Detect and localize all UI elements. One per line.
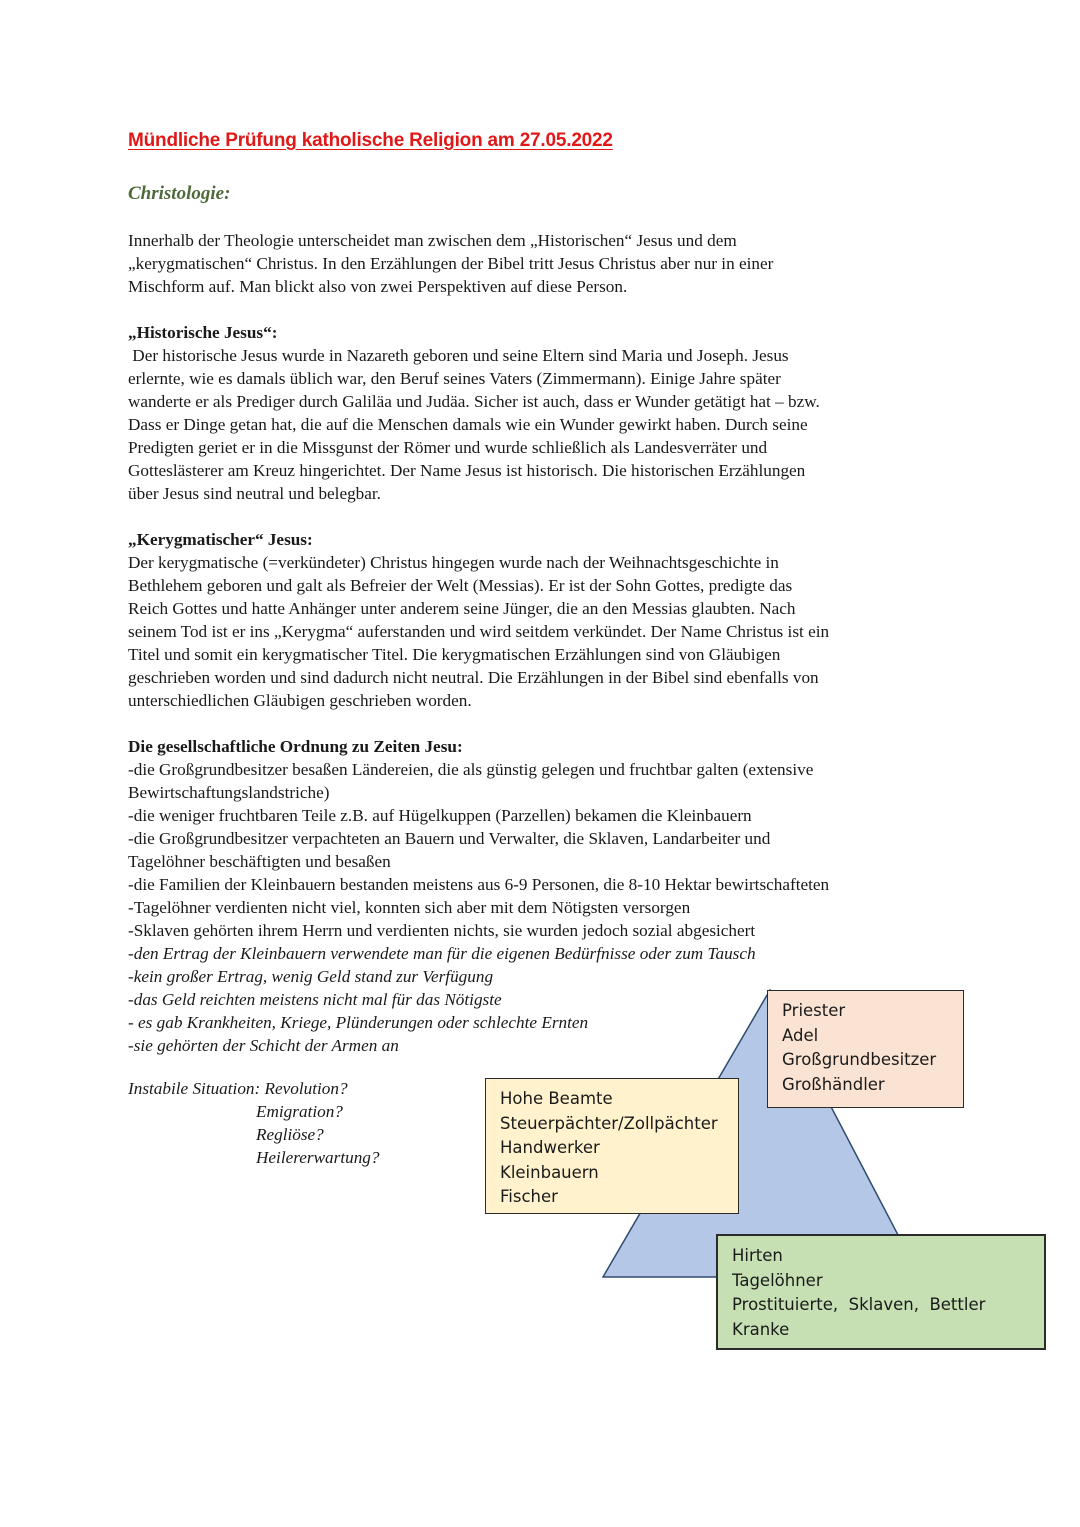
social-order-italic-line: -den Ertrag der Kleinbauern verwendete man für die eigenen Bedürfnisse oder zum Tausch bbox=[128, 944, 756, 963]
social-order-line: -die Familien der Kleinbauern bestanden meistens aus 6-9 Personen, die 8-10 Hektar bewirtschafteten bbox=[128, 875, 830, 894]
pyramid-box-middle-class bbox=[485, 1078, 739, 1214]
pyramid-label: Großgrundbesitzer bbox=[782, 1050, 937, 1069]
kerygmatic-jesus-heading: „Kerygmatischer“ Jesus: bbox=[128, 530, 313, 549]
historical-line: wanderte er als Prediger durch Galiläa und Judäa. Sicher ist auch, dass er Wunder getätigt hat – bzw. bbox=[128, 392, 820, 411]
kerygmatic-line: seinem Tod ist er ins „Kerygma“ auferstanden und wird seitdem verkündet. Der Name Christus ist ein bbox=[128, 622, 830, 641]
intro-line: Mischform auf. Man blickt also von zwei Perspektiven auf diese Person. bbox=[128, 277, 628, 296]
instability-line: Heilererwartung? bbox=[256, 1148, 380, 1167]
kerygmatic-line: Titel und somit ein kerygmatischer Titel. Die kerygmatischen Erzählungen sind von Gläubigen bbox=[128, 645, 781, 664]
social-order-italic-line: -sie gehörten der Schicht der Armen an bbox=[128, 1036, 399, 1055]
social-order-line: -die Großgrundbesitzer besaßen Ländereien, die als günstig gelegen und fruchtbar galten (extensive bbox=[128, 760, 814, 779]
social-order-line: Bewirtschaftungslandstriche) bbox=[128, 783, 330, 802]
pyramid-label: Priester bbox=[782, 1001, 846, 1020]
social-order-line: -Sklaven gehörten ihrem Herrn und verdienten nichts, sie wurden jedoch sozial abgesichert bbox=[128, 921, 756, 940]
section-heading-christologie: Christologie: bbox=[128, 183, 231, 204]
instability-line: Emigration? bbox=[256, 1102, 343, 1121]
historical-line: Predigten geriet er in die Missgunst der Römer und wurde schließlich als Landesverräter und bbox=[128, 438, 768, 457]
historical-line: Gotteslästerer am Kreuz hingerichtet. Der Name Jesus ist historisch. Die historischen Erzählungen bbox=[128, 461, 806, 480]
pyramid-label: Steuerpächter/Zollpächter bbox=[500, 1113, 718, 1133]
social-order-line: Tagelöhner beschäftigten und besaßen bbox=[128, 852, 391, 871]
pyramid-label: Kranke bbox=[732, 1319, 790, 1339]
pyramid-label: Adel bbox=[782, 1025, 819, 1045]
historical-line: über Jesus sind neutral und belegbar. bbox=[128, 484, 381, 503]
pyramid-label: Hohe Beamte bbox=[500, 1089, 613, 1108]
social-order-italic-line: - es gab Krankheiten, Kriege, Plünderungen oder schlechte Ernten bbox=[128, 1013, 589, 1032]
historical-line: Der historische Jesus wurde in Nazareth geboren und seine Eltern sind Maria und Joseph. Jesus bbox=[128, 346, 789, 365]
pyramid-box-upper-class bbox=[767, 990, 964, 1108]
pyramid-label: Prostituierte, Sklaven, Bettler bbox=[732, 1295, 986, 1314]
kerygmatic-line: Reich Gottes und hatte Anhänger unter anderem seine Jünger, die an den Messias glaubten. Nach bbox=[128, 599, 796, 618]
pyramid-label: Tagelöhner bbox=[732, 1270, 823, 1290]
instability-line: Instabile Situation: Revolution? bbox=[128, 1079, 348, 1098]
social-order-line: -die weniger fruchtbaren Teile z.B. auf Hügelkuppen (Parzellen) bekamen die Kleinbauern bbox=[128, 806, 752, 825]
historical-line: Dass er Dinge getan hat, die auf die Menschen damals wie ein Wunder gewirkt haben. Durch seine bbox=[128, 415, 808, 434]
pyramid-box-lower-class bbox=[716, 1234, 1046, 1350]
kerygmatic-line: geschrieben worden und sind dadurch nicht neutral. Die Erzählungen in der Bibel sind ebenfalls von bbox=[128, 668, 819, 687]
historical-line: erlernte, wie es damals üblich war, den Beruf seines Vaters (Zimmermann). Einige Jahre später bbox=[128, 369, 781, 388]
kerygmatic-line: Bethlehem geboren und galt als Befreier der Welt (Messias). Er ist der Sohn Gottes, predigte das bbox=[128, 576, 793, 595]
social-order-italic-line: -kein großer Ertrag, wenig Geld stand zur Verfügung bbox=[128, 967, 494, 986]
intro-line: Innerhalb der Theologie unterscheidet man zwischen dem „Historischen“ Jesus und dem bbox=[128, 231, 737, 250]
kerygmatic-line: unterschiedlichen Gläubigen geschrieben worden. bbox=[128, 691, 472, 710]
social-order-line: -Tagelöhner verdienten nicht viel, konnten sich aber mit dem Nötigsten versorgen bbox=[128, 898, 691, 917]
pyramid-label: Handwerker bbox=[500, 1138, 600, 1157]
social-order-italic-line: -das Geld reichten meistens nicht mal für das Nötigste bbox=[128, 990, 502, 1009]
pyramid-label: Fischer bbox=[500, 1187, 558, 1206]
pyramid-label: Kleinbauern bbox=[500, 1162, 599, 1182]
pyramid-label: Großhändler bbox=[782, 1074, 885, 1094]
historical-jesus-heading: „Historische Jesus“: bbox=[128, 323, 278, 342]
instability-line: Regliöse? bbox=[256, 1125, 324, 1144]
kerygmatic-line: Der kerygmatische (=verkündeter) Christus hingegen wurde nach der Weihnachtsgeschichte in bbox=[128, 553, 779, 572]
page-title: Mündliche Prüfung katholische Religion am 27.05.2022 bbox=[128, 130, 613, 151]
intro-line: „kerygmatischen“ Christus. In den Erzählungen der Bibel tritt Jesus Christus aber nur in einer bbox=[128, 254, 774, 273]
pyramid-label: Hirten bbox=[732, 1246, 783, 1265]
social-order-line: -die Großgrundbesitzer verpachteten an Bauern und Verwalter, die Sklaven, Landarbeiter und bbox=[128, 829, 771, 848]
social-order-heading: Die gesellschaftliche Ordnung zu Zeiten Jesu: bbox=[128, 737, 463, 756]
